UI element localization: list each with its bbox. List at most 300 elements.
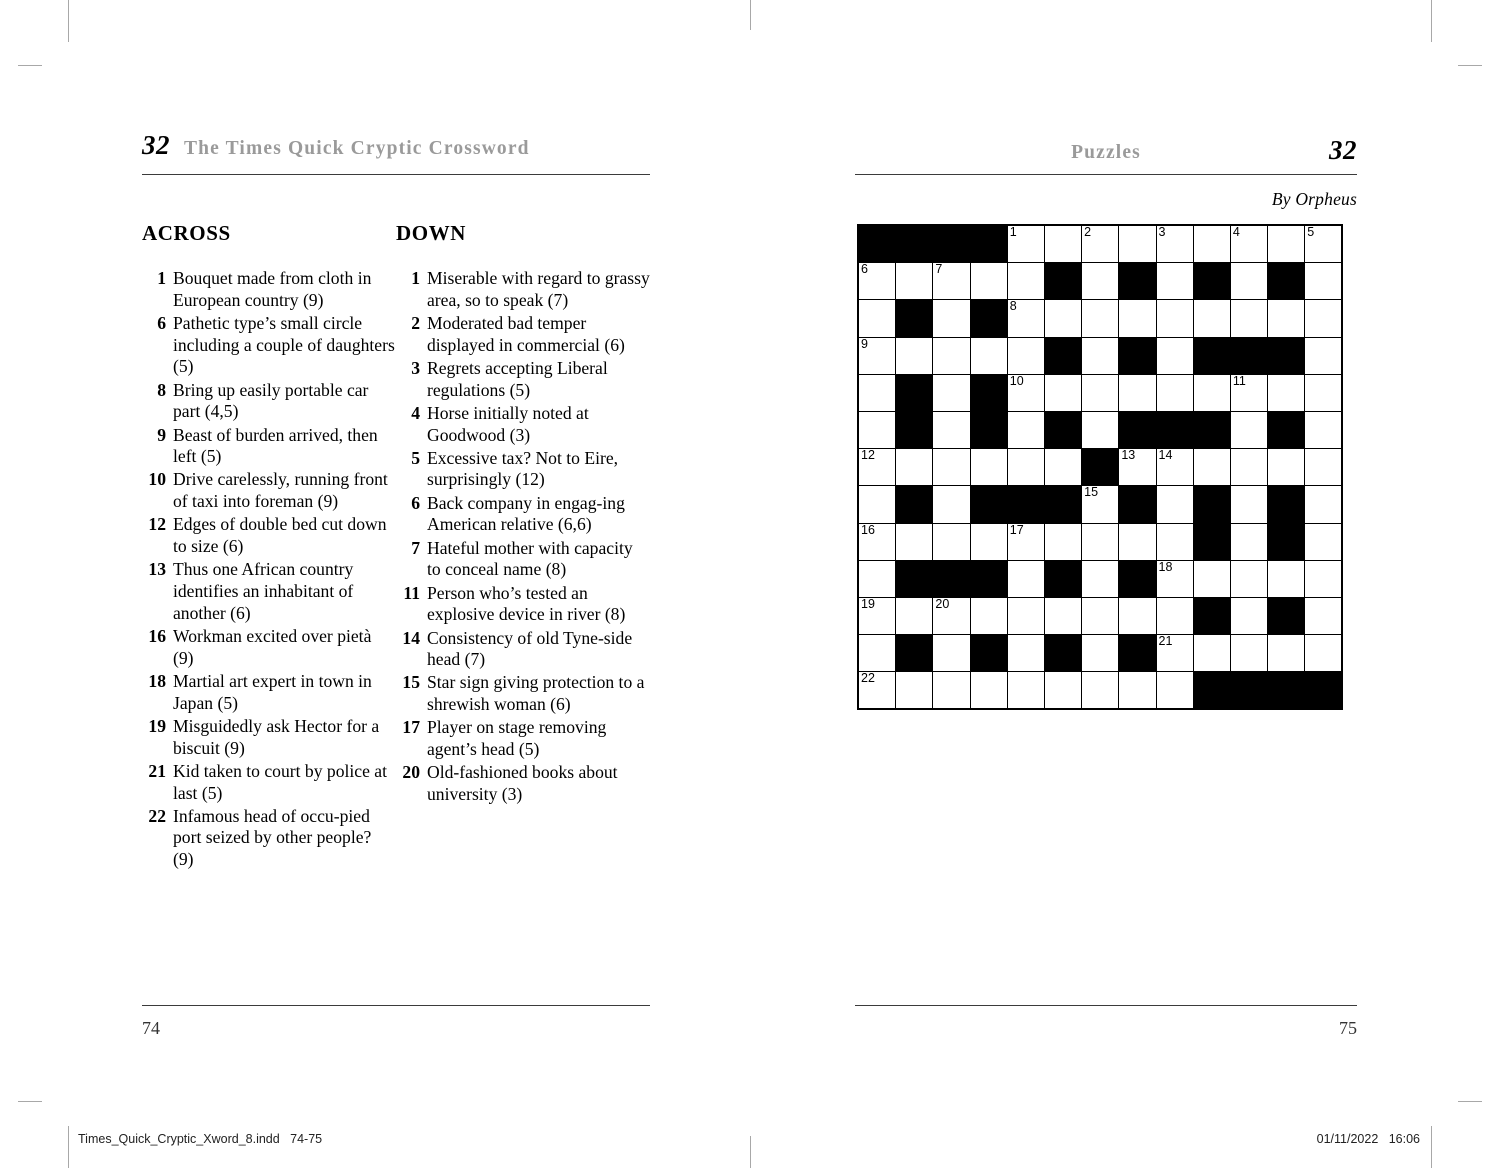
clue-number: 12: [148, 514, 166, 535]
grid-cell[interactable]: [933, 263, 970, 300]
grid-cell[interactable]: [896, 449, 933, 486]
clue-text: Miserable with regard to grassy area, so to speak (7): [427, 268, 650, 310]
clue-text: Star sign giving protection to a shrewish woman (6): [427, 672, 645, 715]
grid-cell[interactable]: [1156, 672, 1193, 710]
grid-cell[interactable]: [1156, 300, 1193, 337]
clue-item[interactable]: [142, 626, 396, 669]
grid-cell[interactable]: [1305, 374, 1343, 411]
grid-cell[interactable]: [1305, 486, 1343, 523]
across-heading: ACROSS: [142, 221, 231, 245]
clue-text: Excessive tax? Not to Eire, surprisingly (12): [427, 447, 619, 490]
grid-cell[interactable]: [1082, 337, 1119, 374]
grid-cell[interactable]: [858, 560, 896, 597]
grid-cell[interactable]: [1268, 635, 1305, 672]
clue-text: Back company in engag-ing American relative (6,6): [427, 492, 625, 535]
clue-item[interactable]: [142, 425, 396, 468]
grid-cell[interactable]: [1156, 523, 1193, 560]
grid-cell[interactable]: [1156, 486, 1193, 523]
crop-mark-left-top: [18, 65, 42, 66]
grid-block-cell: [1305, 672, 1343, 710]
grid-cell[interactable]: [1156, 374, 1193, 411]
clue-item[interactable]: [396, 358, 650, 401]
grid-cell[interactable]: [1007, 225, 1044, 263]
grid-cell[interactable]: [1230, 300, 1267, 337]
clue-item[interactable]: [396, 268, 650, 311]
clue-number: 18: [148, 670, 166, 691]
section-title: Puzzles: [1071, 142, 1141, 163]
right-page: [855, 130, 1357, 218]
clue-columns: [142, 221, 650, 872]
puzzle-number-left: 32: [142, 130, 170, 160]
grid-block-cell: [933, 560, 970, 597]
clue-number: 9: [157, 424, 166, 445]
grid-clue-number: 13: [1121, 448, 1136, 463]
grid-block-cell: [1193, 486, 1230, 523]
crossword-grid-wrapper: [857, 224, 1343, 710]
grid-cell[interactable]: [1156, 635, 1193, 672]
grid-block-cell: [1268, 672, 1305, 710]
grid-clue-number: 2: [1084, 225, 1092, 239]
clue-text: Edges of double bed cut down to size (6): [173, 514, 387, 557]
grid-cell[interactable]: [1230, 560, 1267, 597]
grid-cell[interactable]: [1082, 486, 1119, 523]
footer-rule-left: [142, 1005, 650, 1006]
grid-cell[interactable]: [1044, 449, 1081, 486]
grid-cell[interactable]: [1305, 523, 1343, 560]
clue-item[interactable]: [396, 448, 650, 491]
clue-number: 4: [411, 402, 420, 423]
grid-cell[interactable]: [1082, 263, 1119, 300]
clue-text: Infamous head of occu-pied port seized by other people? (9): [173, 805, 372, 870]
grid-cell[interactable]: [896, 523, 933, 560]
grid-block-cell: [970, 225, 1007, 263]
grid-cell[interactable]: [1007, 449, 1044, 486]
grid-row: [858, 672, 1342, 710]
grid-cell[interactable]: [1044, 523, 1081, 560]
grid-cell[interactable]: [1193, 374, 1230, 411]
clue-item[interactable]: [142, 671, 396, 714]
grid-cell[interactable]: [1007, 300, 1044, 337]
clue-number: 22: [148, 805, 166, 826]
grid-block-cell: [1230, 672, 1267, 710]
grid-cell[interactable]: [1007, 560, 1044, 597]
grid-cell[interactable]: [1007, 337, 1044, 374]
grid-block-cell: [1007, 486, 1044, 523]
grid-cell[interactable]: [1082, 411, 1119, 448]
crop-mark-top-center: [750, 0, 751, 30]
left-page: [142, 130, 650, 872]
grid-cell[interactable]: [1230, 263, 1267, 300]
crossword-grid[interactable]: [857, 224, 1343, 710]
clue-item[interactable]: [142, 313, 396, 378]
clue-text: Player on stage removing agent’s head (5): [427, 717, 607, 760]
grid-block-cell: [1193, 672, 1230, 710]
grid-cell[interactable]: [1268, 449, 1305, 486]
grid-cell[interactable]: [1007, 374, 1044, 411]
grid-block-cell: [1119, 263, 1156, 300]
grid-block-cell: [1119, 486, 1156, 523]
grid-cell[interactable]: [933, 523, 970, 560]
grid-cell[interactable]: [1119, 225, 1156, 263]
grid-block-cell: [1119, 337, 1156, 374]
grid-cell[interactable]: [1268, 560, 1305, 597]
crop-mark-top-right: [1431, 0, 1432, 42]
grid-block-cell: [970, 560, 1007, 597]
clue-number: 10: [148, 469, 166, 490]
grid-row: [858, 300, 1342, 337]
grid-block-cell: [1268, 486, 1305, 523]
grid-cell[interactable]: [1119, 300, 1156, 337]
grid-cell[interactable]: [896, 597, 933, 634]
grid-cell[interactable]: [896, 337, 933, 374]
clue-text: Consistency of old Tyne-side head (7): [427, 627, 633, 670]
crop-mark-right-top: [1458, 65, 1482, 66]
grid-cell[interactable]: [1007, 597, 1044, 634]
grid-cell[interactable]: [970, 263, 1007, 300]
grid-cell[interactable]: [1230, 486, 1267, 523]
clue-item[interactable]: [396, 628, 650, 671]
grid-cell[interactable]: [1007, 523, 1044, 560]
clue-text: Misguidedly ask Hector for a biscuit (9): [173, 715, 380, 758]
grid-cell[interactable]: [1044, 374, 1081, 411]
file-slug: Times_Quick_Cryptic_Xword_8.indd 74-75: [78, 1132, 323, 1146]
grid-cell[interactable]: [1268, 300, 1305, 337]
grid-clue-number: 22: [861, 671, 875, 686]
grid-clue-number: 9: [861, 336, 868, 351]
grid-clue-number: 16: [861, 522, 875, 537]
grid-cell[interactable]: [1007, 672, 1044, 710]
grid-cell[interactable]: [933, 300, 970, 337]
clue-item[interactable]: [142, 559, 396, 624]
clue-text: Bouquet made from cloth in European country (9): [173, 268, 372, 310]
grid-cell[interactable]: [858, 449, 896, 486]
grid-cell[interactable]: [970, 597, 1007, 634]
clue-item[interactable]: [396, 583, 650, 626]
crop-mark-bottom-center: [750, 1136, 751, 1168]
down-column: [396, 221, 650, 872]
grid-block-cell: [1193, 263, 1230, 300]
grid-cell[interactable]: [1119, 523, 1156, 560]
clue-text: Drive carelessly, running front of taxi into foreman (9): [173, 469, 388, 512]
clue-text: Thus one African country identifies an inhabitant of another (6): [173, 559, 354, 623]
clue-number: 13: [148, 559, 166, 580]
grid-cell[interactable]: [1230, 225, 1267, 263]
grid-block-cell: [1119, 411, 1156, 448]
grid-row: [858, 597, 1342, 634]
grid-cell[interactable]: [896, 672, 933, 710]
clue-number: 1: [411, 268, 420, 288]
grid-cell[interactable]: [1044, 300, 1081, 337]
grid-block-cell: [1193, 337, 1230, 374]
crop-mark-top-left: [68, 0, 69, 42]
grid-cell[interactable]: [1007, 263, 1044, 300]
grid-cell[interactable]: [1119, 672, 1156, 710]
clue-item[interactable]: [396, 538, 650, 581]
grid-cell[interactable]: [1007, 635, 1044, 672]
grid-cell[interactable]: [1044, 597, 1081, 634]
clue-item[interactable]: [396, 313, 650, 356]
clue-text: Horse initially noted at Goodwood (3): [427, 402, 589, 445]
grid-clue-number: 7: [935, 262, 943, 277]
grid-block-cell: [858, 225, 896, 263]
grid-block-cell: [1044, 486, 1081, 523]
clue-text: Pathetic type’s small circle including a couple of daughters (5): [173, 312, 395, 377]
grid-clue-number: 14: [1158, 448, 1173, 463]
grid-block-cell: [970, 300, 1007, 337]
grid-clue-number: 15: [1084, 485, 1099, 500]
grid-cell[interactable]: [1082, 523, 1119, 560]
grid-clue-number: 6: [861, 262, 868, 277]
page-number-left: 74: [142, 1018, 160, 1038]
grid-cell[interactable]: [1044, 225, 1081, 263]
grid-cell[interactable]: [1082, 635, 1119, 672]
grid-clue-number: 3: [1158, 225, 1166, 239]
clue-item[interactable]: [142, 761, 396, 804]
grid-cell[interactable]: [858, 486, 896, 523]
grid-row: [858, 486, 1342, 523]
grid-cell[interactable]: [1156, 449, 1193, 486]
grid-cell[interactable]: [1305, 263, 1343, 300]
grid-block-cell: [1044, 560, 1081, 597]
grid-cell[interactable]: [933, 374, 970, 411]
grid-cell[interactable]: [1305, 337, 1343, 374]
publication-title: The Times Quick Cryptic Crossword: [184, 138, 530, 159]
down-heading: DOWN: [396, 221, 467, 245]
crop-mark-bottom-right: [1431, 1126, 1432, 1168]
grid-clue-number: 8: [1009, 299, 1017, 314]
grid-cell[interactable]: [858, 597, 896, 634]
across-column: [142, 221, 396, 872]
grid-block-cell: [1268, 263, 1305, 300]
clue-number: 14: [402, 627, 420, 648]
grid-block-cell: [1044, 263, 1081, 300]
grid-block-cell: [1268, 411, 1305, 448]
grid-cell[interactable]: [1156, 337, 1193, 374]
across-clue-list: [142, 268, 396, 871]
grid-block-cell: [1193, 411, 1230, 448]
grid-cell[interactable]: [1156, 263, 1193, 300]
grid-cell[interactable]: [1305, 560, 1343, 597]
clue-number: 16: [148, 626, 166, 646]
clue-item[interactable]: [142, 514, 396, 557]
grid-cell[interactable]: [1268, 225, 1305, 263]
clue-number: 2: [411, 312, 420, 333]
grid-block-cell: [896, 635, 933, 672]
print-timestamp: 01/11/2022 16:06: [1316, 1132, 1420, 1146]
grid-block-cell: [1193, 597, 1230, 634]
grid-cell[interactable]: [1082, 560, 1119, 597]
grid-block-cell: [896, 411, 933, 448]
clue-text: Old-fashioned books about university (3): [427, 762, 618, 805]
grid-cell[interactable]: [1305, 597, 1343, 634]
grid-cell[interactable]: [1082, 225, 1119, 263]
grid-cell[interactable]: [970, 337, 1007, 374]
crop-mark-bottom-left: [68, 1126, 69, 1168]
clue-item[interactable]: [142, 380, 396, 423]
clue-number: 8: [157, 379, 166, 400]
grid-block-cell: [1193, 523, 1230, 560]
page-number-right: 75: [1339, 1018, 1357, 1038]
grid-cell[interactable]: [858, 411, 896, 448]
grid-block-cell: [896, 300, 933, 337]
grid-row: [858, 635, 1342, 672]
grid-row: [858, 225, 1342, 263]
clue-number: 6: [411, 492, 420, 513]
grid-cell[interactable]: [1230, 374, 1267, 411]
grid-cell[interactable]: [1193, 225, 1230, 263]
grid-cell[interactable]: [858, 263, 896, 300]
grid-cell[interactable]: [1044, 672, 1081, 710]
grid-cell[interactable]: [1119, 597, 1156, 634]
grid-block-cell: [1082, 449, 1119, 486]
clue-text: Beast of burden arrived, then left (5): [173, 424, 378, 467]
grid-cell[interactable]: [1305, 449, 1343, 486]
grid-block-cell: [933, 225, 970, 263]
grid-block-cell: [896, 486, 933, 523]
footer-rule-right: [855, 1005, 1357, 1006]
clue-item[interactable]: [142, 806, 396, 871]
grid-block-cell: [1119, 560, 1156, 597]
clue-number: 19: [148, 715, 166, 736]
grid-cell[interactable]: [1156, 225, 1193, 263]
grid-cell[interactable]: [1305, 635, 1343, 672]
clue-number: 5: [411, 447, 420, 468]
grid-cell[interactable]: [1305, 225, 1343, 263]
clue-number: 17: [402, 717, 420, 738]
grid-cell[interactable]: [1230, 635, 1267, 672]
grid-row: [858, 411, 1342, 448]
grid-cell[interactable]: [933, 411, 970, 448]
clue-text: Moderated bad temper displayed in commercial (6): [427, 312, 625, 355]
grid-clue-number: 1: [1009, 225, 1017, 239]
grid-block-cell: [896, 225, 933, 263]
clue-item[interactable]: [396, 493, 650, 536]
grid-block-cell: [1119, 635, 1156, 672]
clue-item[interactable]: [396, 672, 650, 715]
clue-text: Person who’s tested an explosive device in river (8): [427, 582, 626, 625]
clue-text: Workman excited over pietà (9): [173, 626, 372, 668]
down-clue-list: [396, 268, 650, 806]
grid-cell[interactable]: [858, 300, 896, 337]
clue-item[interactable]: [396, 762, 650, 805]
clue-number: 20: [402, 762, 420, 783]
grid-cell[interactable]: [1082, 672, 1119, 710]
grid-clue-number: 4: [1232, 225, 1240, 239]
grid-block-cell: [1044, 635, 1081, 672]
grid-cell[interactable]: [1193, 300, 1230, 337]
grid-cell[interactable]: [1230, 449, 1267, 486]
grid-cell[interactable]: [1119, 374, 1156, 411]
clue-item[interactable]: [142, 268, 396, 311]
grid-cell[interactable]: [933, 597, 970, 634]
grid-block-cell: [1268, 523, 1305, 560]
puzzle-number-right: 32: [1329, 135, 1357, 165]
grid-cell[interactable]: [1268, 374, 1305, 411]
grid-cell[interactable]: [858, 635, 896, 672]
grid-row: [858, 263, 1342, 300]
grid-cell[interactable]: [933, 337, 970, 374]
grid-clue-number: 18: [1158, 559, 1173, 574]
grid-cell[interactable]: [1305, 300, 1343, 337]
grid-row: [858, 337, 1342, 374]
grid-cell[interactable]: [933, 449, 970, 486]
grid-cell[interactable]: [970, 672, 1007, 710]
clue-text: Kid taken to court by police at last (5): [173, 760, 387, 803]
clue-number: 15: [402, 672, 420, 693]
grid-cell[interactable]: [1193, 635, 1230, 672]
grid-clue-number: 17: [1009, 522, 1024, 537]
grid-cell[interactable]: [933, 672, 970, 710]
clue-item[interactable]: [142, 469, 396, 512]
grid-cell[interactable]: [970, 449, 1007, 486]
clue-item[interactable]: [396, 717, 650, 760]
clue-text: Hateful mother with capacity to conceal name (8): [427, 537, 633, 580]
grid-clue-number: 12: [861, 448, 875, 463]
grid-row: [858, 523, 1342, 560]
clue-text: Martial art expert in town in Japan (5): [173, 670, 372, 713]
grid-cell[interactable]: [1156, 597, 1193, 634]
grid-cell[interactable]: [933, 486, 970, 523]
grid-row: [858, 374, 1342, 411]
grid-clue-number: 20: [935, 596, 950, 611]
grid-cell[interactable]: [1230, 597, 1267, 634]
grid-cell[interactable]: [1082, 374, 1119, 411]
grid-cell[interactable]: [858, 523, 896, 560]
clue-item[interactable]: [142, 716, 396, 759]
grid-block-cell: [970, 374, 1007, 411]
crop-mark-left-bottom: [18, 1101, 42, 1102]
clue-number: 11: [403, 582, 420, 603]
grid-block-cell: [970, 411, 1007, 448]
grid-cell[interactable]: [858, 374, 896, 411]
grid-row: [858, 449, 1342, 486]
grid-cell[interactable]: [1082, 300, 1119, 337]
grid-cell[interactable]: [1007, 411, 1044, 448]
grid-block-cell: [896, 560, 933, 597]
grid-cell[interactable]: [858, 337, 896, 374]
grid-clue-number: 11: [1232, 373, 1246, 388]
grid-cell[interactable]: [933, 635, 970, 672]
grid-clue-number: 19: [861, 596, 875, 611]
grid-cell[interactable]: [1193, 449, 1230, 486]
grid-cell[interactable]: [858, 672, 896, 710]
grid-cell[interactable]: [970, 523, 1007, 560]
grid-clue-number: 21: [1158, 634, 1173, 649]
clue-item[interactable]: [396, 403, 650, 446]
grid-cell[interactable]: [1230, 411, 1267, 448]
grid-block-cell: [970, 635, 1007, 672]
grid-block-cell: [970, 486, 1007, 523]
clue-text: Bring up easily portable car part (4,5): [173, 379, 369, 422]
clue-text: Regrets accepting Liberal regulations (5): [427, 357, 608, 400]
grid-cell[interactable]: [896, 263, 933, 300]
grid-cell[interactable]: [1305, 411, 1343, 448]
grid-block-cell: [1044, 337, 1081, 374]
crop-mark-right-bottom: [1458, 1101, 1482, 1102]
grid-row: [858, 560, 1342, 597]
running-head-left: [142, 130, 650, 175]
grid-cell[interactable]: [1082, 597, 1119, 634]
setter-byline: By Orpheus: [1271, 189, 1357, 209]
clue-number: 3: [411, 357, 420, 378]
grid-block-cell: [1044, 411, 1081, 448]
grid-cell[interactable]: [1230, 523, 1267, 560]
grid-cell[interactable]: [1193, 560, 1230, 597]
grid-cell[interactable]: [1156, 560, 1193, 597]
running-head-right: [855, 130, 1357, 175]
clue-number: 1: [157, 268, 166, 288]
grid-cell[interactable]: [1119, 449, 1156, 486]
